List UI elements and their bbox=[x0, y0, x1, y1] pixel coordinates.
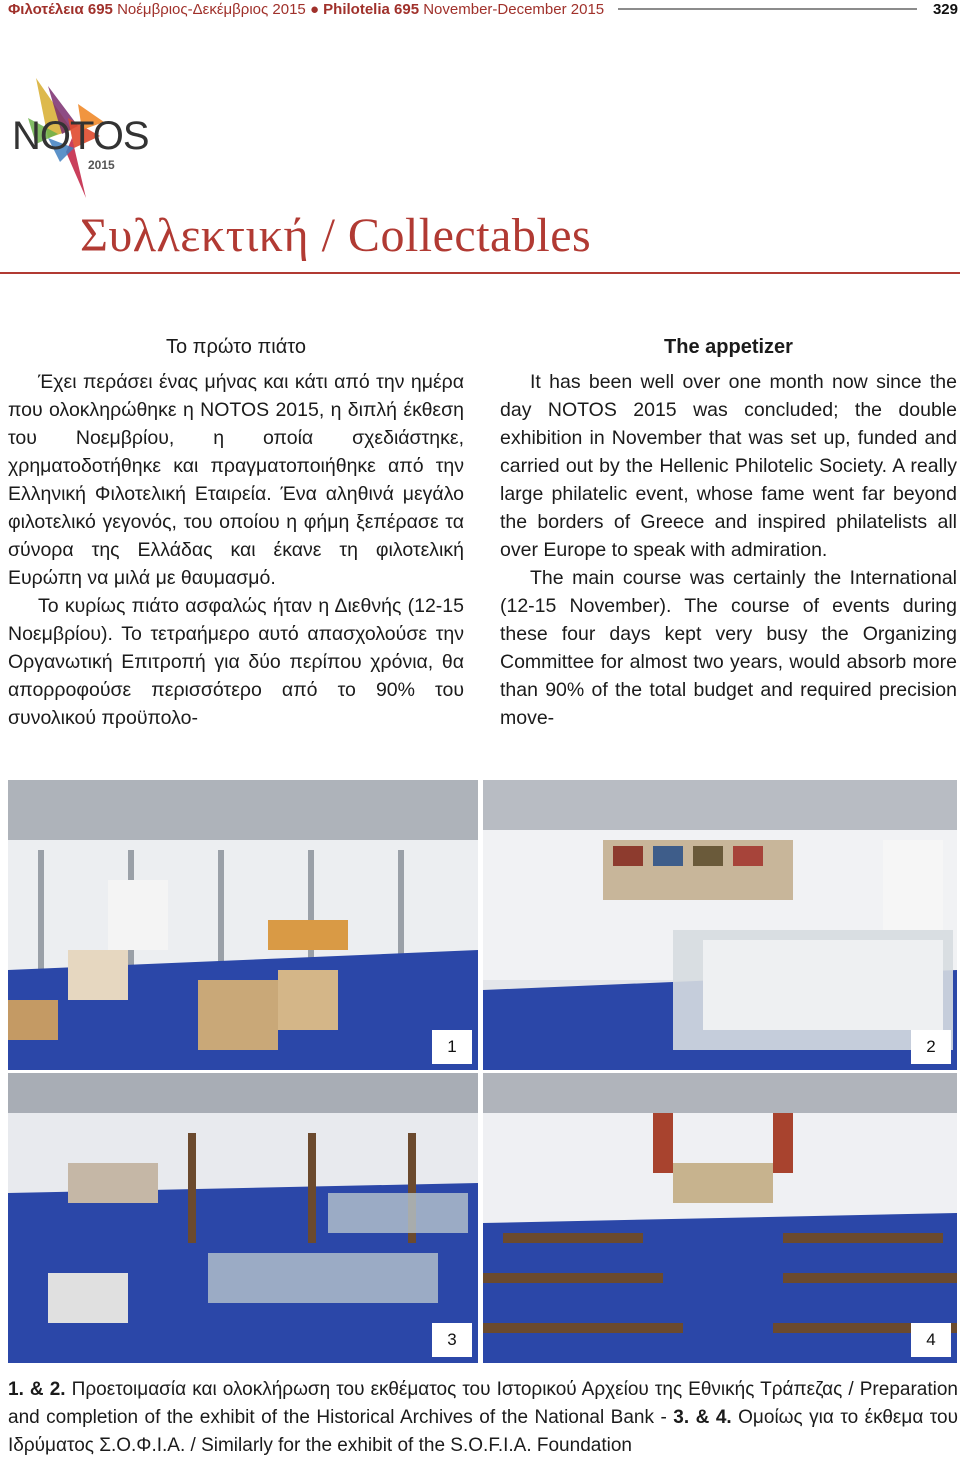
photo-1 bbox=[8, 780, 478, 1070]
logo-year: 2015 bbox=[88, 158, 115, 172]
photo-3-number: 3 bbox=[432, 1323, 472, 1357]
photo-3 bbox=[8, 1073, 478, 1363]
caption-text-3-4: Ομοίως για το έκθεμα του Ιδρύματος Σ.Ο.Φ.Ι.Α. / Similarly for the exhibit of the S.O.F.I.A. Foundation bbox=[8, 1407, 958, 1456]
greek-column bbox=[8, 333, 464, 732]
running-header bbox=[8, 0, 958, 18]
photo-caption bbox=[8, 1376, 958, 1459]
english-column bbox=[500, 333, 957, 732]
greek-paragraph-1: Έχει περάσει ένας μήνας και κάτι από την ημέρα που ολοκληρώθηκε η NOTOS 2015, η διπλή έκθεση του Νοεμβρίου, η οποία σχεδιάστηκε, χρηματοδοτήθηκε και πραγματοποιήθηκε από την Ελληνική Φιλοτελική Εταιρεία. Ένα αληθινά μεγάλο φιλοτελικό γεγονός, του οποίου η φήμη ξεπέρασε τα σύνορα της Ελλάδας και έκανε τη φιλοτελική Ευρώπη να μιλά με θαυμασμό. bbox=[8, 371, 464, 589]
separator-bullet: ● bbox=[309, 0, 319, 18]
greek-paragraph-2: Το κυρίως πιάτο ασφαλώς ήταν η Διεθνής (12-15 Νοεμβρίου). Το τετραήμερο αυτό απασχολούσε την Οργανωτική Επιτροπή για δύο περίπου χρόνια, θα απορροφούσε περισσότερο από το 90% του συνολικού προϋπολο- bbox=[8, 595, 464, 729]
photo-1-number: 1 bbox=[432, 1030, 472, 1064]
photo-4 bbox=[483, 1073, 957, 1363]
title-rule bbox=[0, 272, 960, 274]
photo-4-number: 4 bbox=[911, 1323, 951, 1357]
caption-ref-3-4: 3. & 4. bbox=[673, 1407, 732, 1428]
notos-logo bbox=[8, 78, 149, 198]
english-heading: The appetizer bbox=[664, 336, 793, 358]
english-issue: November-December 2015 bbox=[423, 0, 605, 18]
logo-wordmark: NOTOS bbox=[12, 114, 149, 158]
caption-text-1-2: Προετοιμασία και ολοκλήρωση του εκθέματος του Ιστορικού Αρχείου της Εθνικής Τράπεζας / Preparation and completion of the exhibit of the Historical Archives of the National Bank - bbox=[8, 1379, 958, 1428]
header-rule bbox=[618, 8, 917, 10]
caption-ref-1-2: 1. & 2. bbox=[8, 1379, 66, 1400]
english-journal-title: Philotelia 695 bbox=[323, 0, 420, 18]
greek-issue: Νοέμβριος-Δεκέμβριος 2015 bbox=[117, 0, 306, 18]
photo-4-image bbox=[483, 1073, 957, 1363]
section-title: Συλλεκτική / Collectables bbox=[80, 209, 592, 262]
english-paragraph-1: It has been well over one month now since the day NOTOS 2015 was concluded; the double exhibition in November that was set up, funded and carried out by the Hellenic Philotelic Society. A really large philatelic event, whose fame went far beyond the borders of Greece and inspired philatelists all over Europe to speak with admiration. bbox=[500, 371, 957, 561]
greek-heading: Το πρώτο πιάτο bbox=[165, 336, 307, 358]
photo-2-number: 2 bbox=[911, 1030, 951, 1064]
photo-3-image bbox=[8, 1073, 478, 1363]
page-number: 329 bbox=[932, 0, 958, 18]
greek-journal-title: Φιλοτέλεια 695 bbox=[8, 0, 113, 18]
english-paragraph-2: The main course was certainly the International (12-15 November). The course of events during these four days kept very busy the Organizing Committee for almost two years, would absorb more than 90% of the total budget and required precision move- bbox=[500, 567, 957, 729]
photo-2 bbox=[483, 780, 957, 1070]
photo-1-image bbox=[8, 780, 478, 1070]
photo-2-image bbox=[483, 780, 957, 1070]
